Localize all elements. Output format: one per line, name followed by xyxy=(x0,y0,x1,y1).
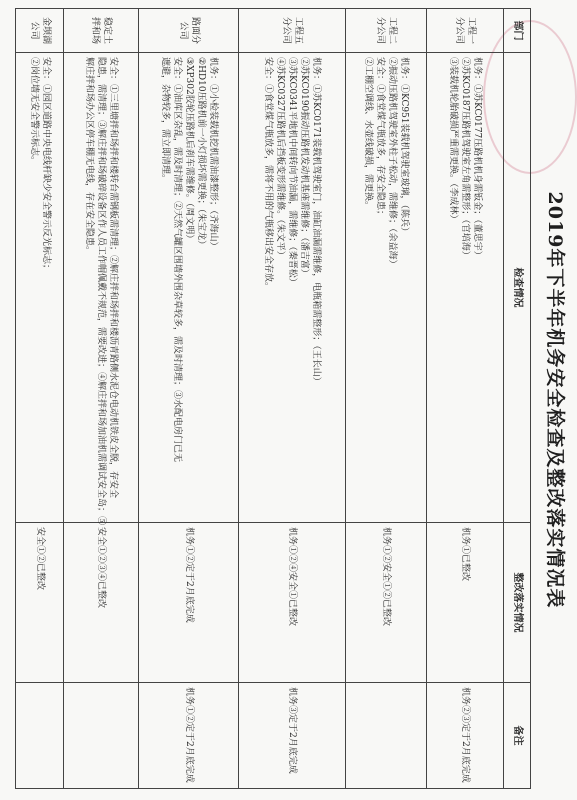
dept-cell: 工程五分公司 xyxy=(239,9,345,53)
check-line: 解庄拌和场办公区停车棚无电线，存在安全隐患。 xyxy=(84,57,95,256)
table-row xyxy=(16,9,64,789)
dept-cell: 工程一分公司 xyxy=(426,9,503,53)
check-line: 安全：①食堂煤气瓶放多，需将不用的气瓶移出安全存放。 xyxy=(262,57,273,292)
inspection-table xyxy=(15,8,531,789)
table-row xyxy=(139,9,239,789)
check-line: 安全：①食堂煤气瓶放多，存安全隐患； xyxy=(374,57,385,220)
check-line: ③苏KC0341平地机中间转向节油漏，需维修；（秦晋松） xyxy=(286,57,297,287)
check-line: 机务：①苏KC0177压路机机身需钣金；（董思宇） xyxy=(471,57,482,260)
check-cell xyxy=(16,53,64,523)
rectification-cell: 机务①②④安全①已整改 xyxy=(239,523,345,683)
header-check: 检查情况 xyxy=(504,53,531,523)
rectification-cell: 安全①②已整改 xyxy=(16,523,64,683)
header-rectification: 整改落实情况 xyxy=(504,523,531,683)
note-cell: 机务③定于2月底完成 xyxy=(239,683,345,789)
check-line: ②工棚空调线、水壶线破损，需更换。 xyxy=(362,57,373,211)
check-cell xyxy=(426,53,503,523)
check-line: ②HD10压路机前一小灯损坏需更换；（朱宝龙） xyxy=(195,57,206,250)
check-cell xyxy=(64,53,139,526)
note-cell xyxy=(345,683,426,789)
check-line: ③装载机轮胎破损严重需更换。（李成林） xyxy=(447,57,458,224)
check-cell xyxy=(345,53,426,523)
dept-cell: 工程二分公司 xyxy=(345,9,426,53)
check-line: 安全：①园区道路中央电线杆缺少安全警示反光标志； xyxy=(40,57,51,274)
check-line: 隐患，需清理；③解庄拌和场破碎设备区作人员工作帽佩戴不规范，需要改进；④解庄拌和场加油机需调试安全岛；⑤ xyxy=(96,57,107,526)
check-cell xyxy=(139,53,239,523)
rectification-cell: 安全①②③④已整改 xyxy=(64,523,139,683)
check-line: 安全：①油库区杂乱，需及时清理；②天然气罐区围墙外围杂草较多，需及时清理；③水配电房门已无 xyxy=(171,57,182,463)
check-line: 遮避，杂物较多，需立即清理。 xyxy=(159,57,170,184)
check-line: 机务：①小检装载机挖机需油漆整形；（齐海山） xyxy=(207,57,218,251)
header-note: 备注 xyxy=(504,683,531,789)
table-body xyxy=(16,9,504,789)
check-line: ④苏KC0327压路机后挡板变形需维修。（朱文平） xyxy=(274,57,285,260)
page-title: 2019年下半年机务安全检查及整改落实情况表 xyxy=(544,191,567,609)
table-row xyxy=(239,9,345,789)
check-cell xyxy=(239,53,345,523)
note-cell xyxy=(64,683,139,789)
dept-cell: 稳定土拌和场 xyxy=(64,9,139,53)
rectification-cell: 机务①②定于2月底完成 xyxy=(139,523,239,683)
rectification-cell: 机务①已整改 xyxy=(426,523,503,683)
check-line: ②苏KC0187压路机驾驶室左角需整形；（官培海） xyxy=(459,57,470,260)
note-cell: 机务①②定于2月底完成 xyxy=(139,683,239,789)
dept-cell: 路面分公司 xyxy=(139,9,239,53)
header-dept: 部门 xyxy=(504,9,531,53)
check-line: 机务：①KC951装载机驾驶室玻璃，（陈兵） xyxy=(398,57,409,237)
rectification-cell: 机务①②安全①②已整改 xyxy=(345,523,426,683)
table-row xyxy=(345,9,426,789)
check-line: 安全：①三里塘拌和场拌和楼转台需钢板需清理；②解庄拌和场拌和楼沥青路侧水泥仓电动机铁皮全脱，存安全 xyxy=(108,57,119,499)
note-cell: 机务②③定于2月底完成 xyxy=(426,683,503,789)
check-line: ②岗位墙无安全警示标志。 xyxy=(28,57,39,166)
note-cell xyxy=(16,683,64,789)
table-header-row xyxy=(504,9,531,789)
check-line: ②苏KC0190振动压路机发动机基座需维修；（潘吉富） xyxy=(298,57,309,278)
check-line: 机务：①苏KC0171装载机驾驶室门，油缸油漏需维修，电瓶箱需整形；（王长山） xyxy=(310,57,321,386)
dept-cell: 金坝湖公司 xyxy=(16,9,64,53)
table-row xyxy=(64,9,139,789)
check-line: ②振动压路机驾驶室外柱子松动，需维修；（余益海） xyxy=(386,57,397,269)
check-line: ③XP302胶轮压路机后刹车需维修。（周文明） xyxy=(183,57,194,244)
table-row xyxy=(426,9,503,789)
